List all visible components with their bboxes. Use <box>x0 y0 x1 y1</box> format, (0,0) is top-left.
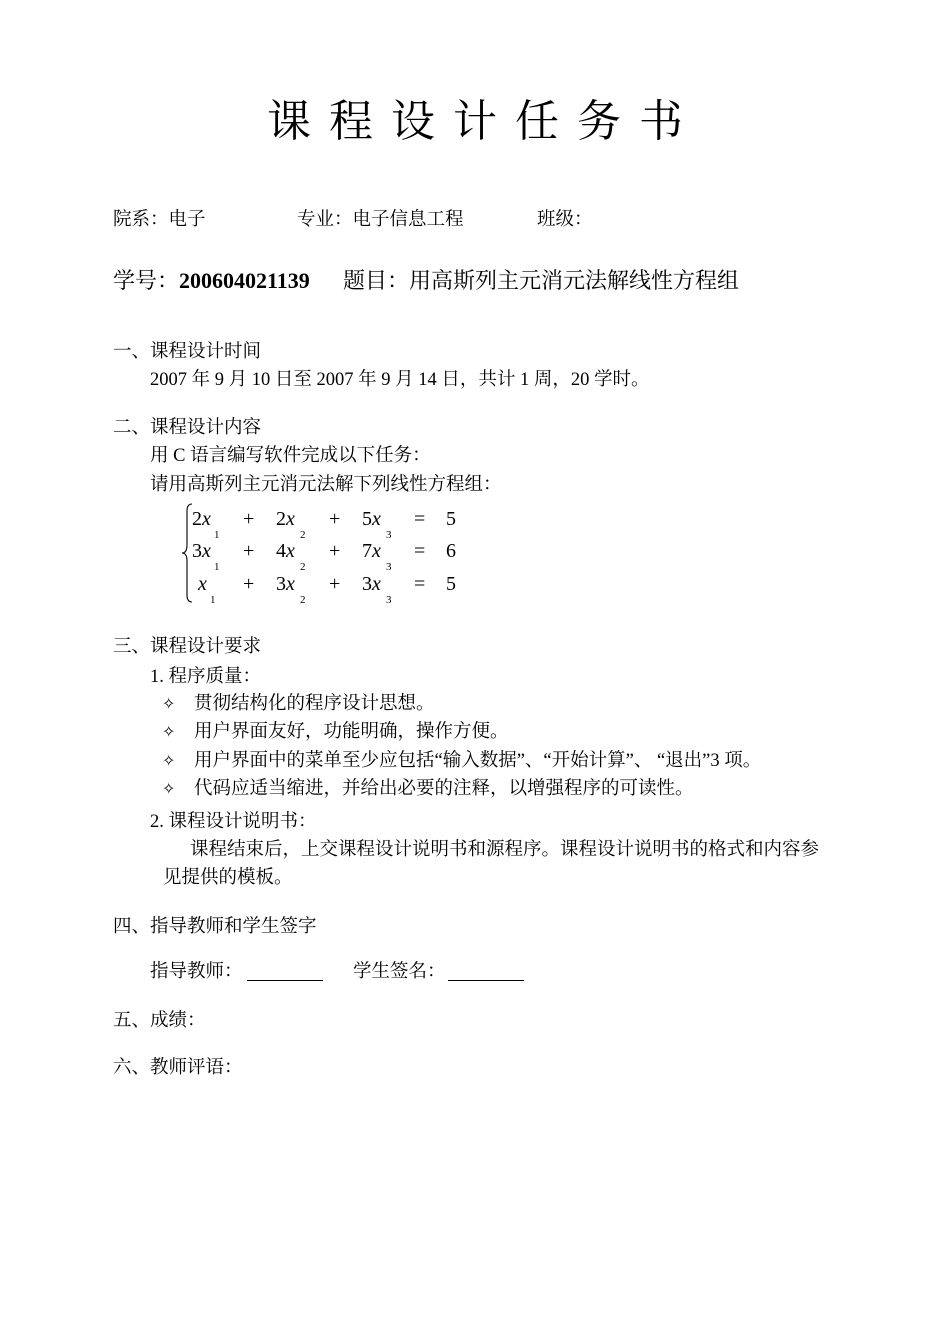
variable: x <box>372 540 381 562</box>
teacher-signature-line[interactable] <box>247 980 323 981</box>
document-title: 课 程 设 计 任 务 书 <box>267 97 687 146</box>
content-line-1: 用 C 语言编写软件完成以下任务： <box>150 446 431 466</box>
equation-row-3 <box>178 572 478 608</box>
report-description-line-1: 课程结束后，上交课程设计说明书和源程序。课程设计说明书的格式和内容参 <box>190 840 820 860</box>
equals-sign: = <box>414 508 426 530</box>
coefficient: 4 <box>276 540 286 562</box>
equals-sign: = <box>414 573 426 595</box>
class-field: 班级： <box>537 210 593 230</box>
subscript: 1 <box>210 594 216 606</box>
section-heading-content: 二、课程设计内容 <box>113 418 262 438</box>
diamond-star-bullet-icon: ✧ <box>162 722 176 741</box>
plus-sign: + <box>329 540 341 562</box>
coefficient: 2 <box>276 508 286 530</box>
equation-row-1 <box>178 507 478 543</box>
bullet-item: 代码应适当缩进，并给出必要的注释，以增强程序的可读性。 <box>194 779 694 799</box>
student-id-value: 200604021139 <box>179 268 310 293</box>
equation-term <box>198 572 207 596</box>
subscript: 3 <box>386 594 392 606</box>
equation-term <box>192 507 211 531</box>
equation-term <box>276 539 295 563</box>
major-field: 专业：电子信息工程 <box>297 210 464 230</box>
teacher-signature-label: 指导教师： <box>150 962 243 982</box>
student-signature-line[interactable] <box>448 980 524 981</box>
equation-row-2 <box>178 539 478 575</box>
right-hand-side: 5 <box>446 573 456 595</box>
variable: x <box>202 508 211 530</box>
plus-sign: + <box>329 508 341 530</box>
bullet-item: 贯彻结构化的程序设计思想。 <box>194 694 435 714</box>
right-hand-side: 6 <box>446 540 456 562</box>
coefficient: 2 <box>192 508 202 530</box>
design-time-text: 2007 年 9 月 10 日至 2007 年 9 月 14 日，共计 1 周，20 学时。 <box>150 370 650 390</box>
topic-field: 题目：用高斯列主元消元法解线性方程组 <box>343 268 740 293</box>
equation-term <box>276 572 295 596</box>
variable: x <box>286 573 295 595</box>
student-signature-label: 学生签名： <box>353 962 446 982</box>
plus-sign: + <box>329 573 341 595</box>
bullet-item: 用户界面友好，功能明确，操作方便。 <box>194 722 509 742</box>
content-line-2: 请用高斯列主元消元法解下列线性方程组： <box>150 475 502 495</box>
equation-term <box>362 539 381 563</box>
equals-sign: = <box>414 540 426 562</box>
variable: x <box>202 540 211 562</box>
bullet-item: 用户界面中的菜单至少应包括“输入数据”、“开始计算”、 “退出”3 项。 <box>194 751 762 771</box>
student-id-label: 学号： <box>113 268 180 293</box>
plus-sign: + <box>243 540 255 562</box>
section-heading-teacher-comments: 六、教师评语： <box>113 1058 243 1078</box>
section-heading-time: 一、课程设计时间 <box>113 342 262 362</box>
equation-term <box>362 572 381 596</box>
plus-sign: + <box>243 573 255 595</box>
subscript: 1 <box>214 561 220 573</box>
variable: x <box>286 540 295 562</box>
plus-sign: + <box>243 508 255 530</box>
coefficient: 3 <box>276 573 286 595</box>
department-field: 院系：电子 <box>113 210 206 230</box>
linear-equation-system <box>178 503 478 607</box>
subscript: 1 <box>214 529 220 541</box>
diamond-star-bullet-icon: ✧ <box>162 751 176 770</box>
equation-term <box>362 507 381 531</box>
coefficient: 7 <box>362 540 372 562</box>
section-heading-grade: 五、成绩： <box>113 1011 206 1031</box>
variable: x <box>372 573 381 595</box>
variable: x <box>372 508 381 530</box>
coefficient: 3 <box>192 540 202 562</box>
coefficient: 3 <box>362 573 372 595</box>
coefficient: 5 <box>362 508 372 530</box>
subscript: 2 <box>300 594 306 606</box>
subscript: 2 <box>300 529 306 541</box>
right-hand-side: 5 <box>446 508 456 530</box>
student-id-field <box>113 267 310 295</box>
variable: x <box>286 508 295 530</box>
requirement-1-title: 1. 程序质量： <box>150 667 262 687</box>
equation-term <box>192 539 211 563</box>
equation-term <box>276 507 295 531</box>
diamond-star-bullet-icon: ✧ <box>162 694 176 713</box>
subscript: 3 <box>386 561 392 573</box>
section-heading-requirements: 三、课程设计要求 <box>113 637 262 657</box>
subscript: 2 <box>300 561 306 573</box>
report-description-line-2: 见提供的模板。 <box>163 868 293 888</box>
diamond-star-bullet-icon: ✧ <box>162 779 176 798</box>
variable: x <box>198 573 207 595</box>
requirement-2-title: 2. 课程设计说明书： <box>150 812 317 832</box>
subscript: 3 <box>386 529 392 541</box>
section-heading-signatures: 四、指导教师和学生签字 <box>113 917 317 937</box>
